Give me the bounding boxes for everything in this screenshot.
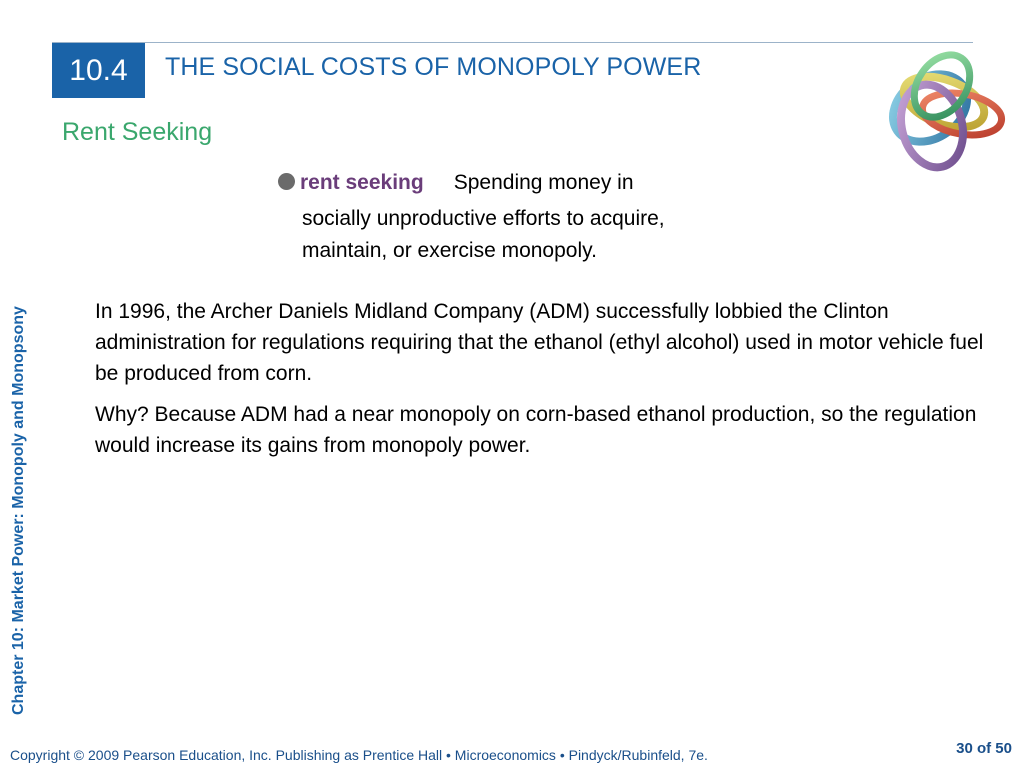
slide-title: THE SOCIAL COSTS OF MONOPOLY POWER: [165, 53, 702, 81]
paragraph-why: Why? Because ADM had a near monopoly on corn-based ethanol production, so the regulation would increase its gains from monopoly power.: [95, 403, 977, 457]
header-rule: [52, 42, 973, 43]
definition-term: rent seeking: [300, 171, 424, 194]
section-number-badge: 10.4: [52, 43, 145, 98]
paragraph-adm-lobbying: In 1996, the Archer Daniels Midland Company (ADM) successfully lobbied the Clinton administration for regulations requiring that the ethanol (ethyl alcohol) used in motor vehicle fuel be produced from corn.: [95, 300, 984, 385]
definition-first-line: [278, 171, 634, 195]
definition-line-1: Spending money in: [453, 171, 634, 194]
body-text: [95, 296, 995, 471]
bullet-icon: [278, 173, 295, 190]
interlocking-rings-icon: [872, 46, 1018, 174]
chapter-sidebar-label: Chapter 10: Market Power: Monopoly and Monopsony: [10, 306, 27, 715]
page-number: 30 of 50: [956, 740, 1012, 757]
slide-subtitle: Rent Seeking: [62, 118, 213, 146]
definition-line-3: maintain, or exercise monopoly.: [302, 239, 597, 262]
definition-line-2: socially unproductive efforts to acquire,: [302, 207, 665, 230]
footer-copyright: Copyright © 2009 Pearson Education, Inc. Publishing as Prentice Hall • Microeconomics • Pindyck/Rubinfeld, 7e.: [10, 747, 708, 763]
